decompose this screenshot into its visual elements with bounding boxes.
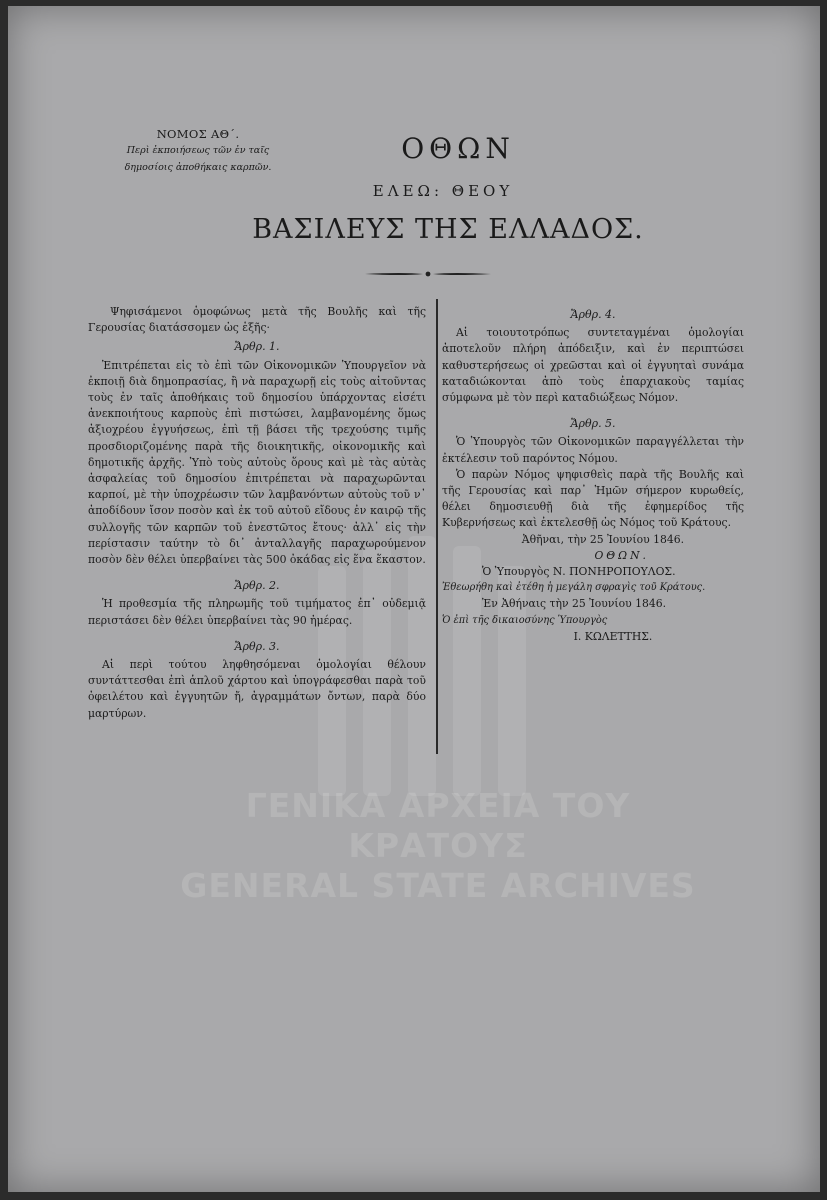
law-subject-line-2: δημοσίοις ἀποθήκαις καρπῶν.	[124, 162, 272, 173]
article-2-text: Ἡ προθεσμία τῆς πληρωμῆς τοῦ τιμήματος ἐπ᾿ οὐδεμιᾷ περιστάσει δὲν θέλει ὑπερβαίνει τὰς 90 ἡμέρας.	[88, 597, 426, 627]
article-5-text: Ὁ Ὑπουργὸς τῶν Οἰκονομικῶν παραγγέλλεται τὴν ἐκτέλεσιν τοῦ παρόντος Νόμου.	[442, 435, 744, 465]
ornament-divider-icon	[363, 266, 493, 282]
left-column	[88, 304, 426, 722]
watermark-line-english: GENERAL STATE ARCHIVES	[180, 866, 696, 905]
justice-minister-title: Ὁ ἐπὶ τῆς δικαιοσύνης Ὑπουργὸς	[442, 614, 608, 626]
date-line: Ἀθῆναι, τὴν 25 Ἰουνίου 1846.	[521, 532, 684, 546]
by-grace-of-god: ΕΛΕΩ: ΘΕΟΥ	[372, 182, 514, 200]
article-5-heading: Ἄρθρ. 5.	[570, 417, 616, 431]
watermark-line-greek: ΓΕΝΙΚΑ ΑΡΧΕΙΑ ΤΟΥ ΚΡΑΤΟΥΣ	[245, 786, 631, 865]
justice-minister-name: Ι. ΚΩΛΕΤΤΗΣ.	[573, 629, 653, 643]
royal-title: ΒΑΣΙΛΕΥΣ ΤΗΣ ΕΛΛΑΔΟΣ.	[252, 214, 644, 245]
archive-watermark	[158, 786, 718, 906]
article-4-heading: Ἄρθρ. 4.	[570, 308, 616, 321]
law-subject-line-1: Περὶ ἐκποιήσεως τῶν ἐν ταῖς	[126, 145, 270, 156]
king-signature: ΟΘΩΝ.	[594, 548, 649, 562]
article-3-heading: Ἄρθρ. 3.	[234, 639, 280, 653]
article-4-text: Αἱ τοιουτοτρόπως συντεταγμέναι ὁμολογίαι ἀποτελοῦν πλήρη ἀπόδειξιν, καὶ ἐν περιπτώσει καθυστερήσεως οἱ χρεῶσται καὶ οἱ ἐγγυηταὶ συνάμα καταδιώκονται ἀπὸ τοὺς ἐπαρχιακοὺς ταμίας σύμφωνα μὲ τὸν περὶ καταδιώξεως Νόμον.	[442, 326, 744, 405]
column-divider	[436, 299, 438, 754]
document-page	[8, 6, 820, 1192]
article-1-heading: Ἄρθρ. 1.	[234, 340, 280, 354]
seal-date: Ἐν Ἀθήναις τὴν 25 Ἰουνίου 1846.	[482, 597, 667, 611]
law-label	[108, 127, 288, 175]
preamble: Ψηφισάμενοι ὁμοφώνως μετὰ τῆς Βουλῆς καὶ τῆς Γερουσίας διατάσσομεν ὡς ἑξῆς·	[88, 305, 426, 335]
article-2-heading: Ἄρθρ. 2.	[234, 579, 280, 593]
closing-text: Ὁ παρὼν Νόμος ψηφισθεὶς παρὰ τῆς Βουλῆς καὶ τῆς Γερουσίας καὶ παρ᾿ Ἡμῶν σήμερον κυρωθείς, θέλει δημοσιευθῇ διὰ τῆς ἐφημερίδος τῆς Κυβερνήσεως καὶ ἐκτελεσθῇ ὡς Νόμος τοῦ Κράτους.	[442, 467, 744, 530]
minister-line: Ὁ Ὑπουργὸς Ν. ΠΟΝΗΡΟΠΟΥΛΟΣ.	[482, 565, 676, 579]
article-3-text: Αἱ περὶ τούτου ληφθησόμεναι ὁμολογίαι θέλουν συντάττεσθαι ἐπὶ ἁπλοῦ χάρτου καὶ ὑπογράφεσθαι παρὰ τοῦ ὀφειλέτου καὶ ἐγγυητῶν ἤ, ἀγραμμάτων ὄντων, παρὰ δύο μαρτύρων.	[88, 658, 426, 720]
king-name: ΟΘΩΝ	[401, 132, 515, 165]
article-1-text: Ἐπιτρέπεται εἰς τὸ ἐπὶ τῶν Οἰκονομικῶν Ὑπουργεῖον νὰ ἐκποιῇ διὰ δημοπρασίας, ἢ νὰ παραχωρῇ εἰς τοὺς αἰτοῦντας τοὺς ἐν ταῖς ἀποθήκαις τοῦ δημοσίου ὑπάρχοντας εἰσέτι ἀνεκποιήτους καρποὺς ἐπὶ πιστώσει, λαμβανομένης ὅμως ἀξιοχρέου ἐγγυήσεως, ἐπὶ τῇ βάσει τῆς τρεχούσης τιμῆς προσδιοριζομένης παρὰ τῆς διοικητικῆς, οἰκονομικῆς καὶ δημοτικῆς ἀρχῆς. Ὑπὸ τοὺς αὐτοὺς ὅρους καὶ μὲ τὰς αὐτὰς ἀσφαλείας τοῦ δημοσίου ἐπιτρέπεται νὰ παραχωρῶνται καρποί, μὲ τὴν ὑποχρέωσιν τῶν λαμβανόντων αὐτοὺς τοῦ ν᾿ ἀποδίδουν ἴσον ποσὸν καὶ ἐκ τοῦ αὐτοῦ εἴδους ἐν καιρῷ τῆς συλλογῆς τῶν καρπῶν τοῦ ἐνεστῶτος ἔτους· ἀλλ᾿ εἰς τὴν περίστασιν ταύτην τὸ δι᾿ ἀνταλλαγῆς παραχωρούμενον ποσὸν δὲν θέλει ὑπερβαίνει τὰς 500 ὀκάδας εἰς ἕνα ἕκαστον.	[88, 358, 426, 567]
law-number: ΝΟΜΟΣ ΑΘ΄.	[156, 127, 240, 141]
right-column	[442, 304, 744, 645]
seal-note: Ἐθεωρήθη καὶ ἐτέθη ἡ μεγάλη σφραγὶς τοῦ Κράτους.	[442, 582, 706, 594]
